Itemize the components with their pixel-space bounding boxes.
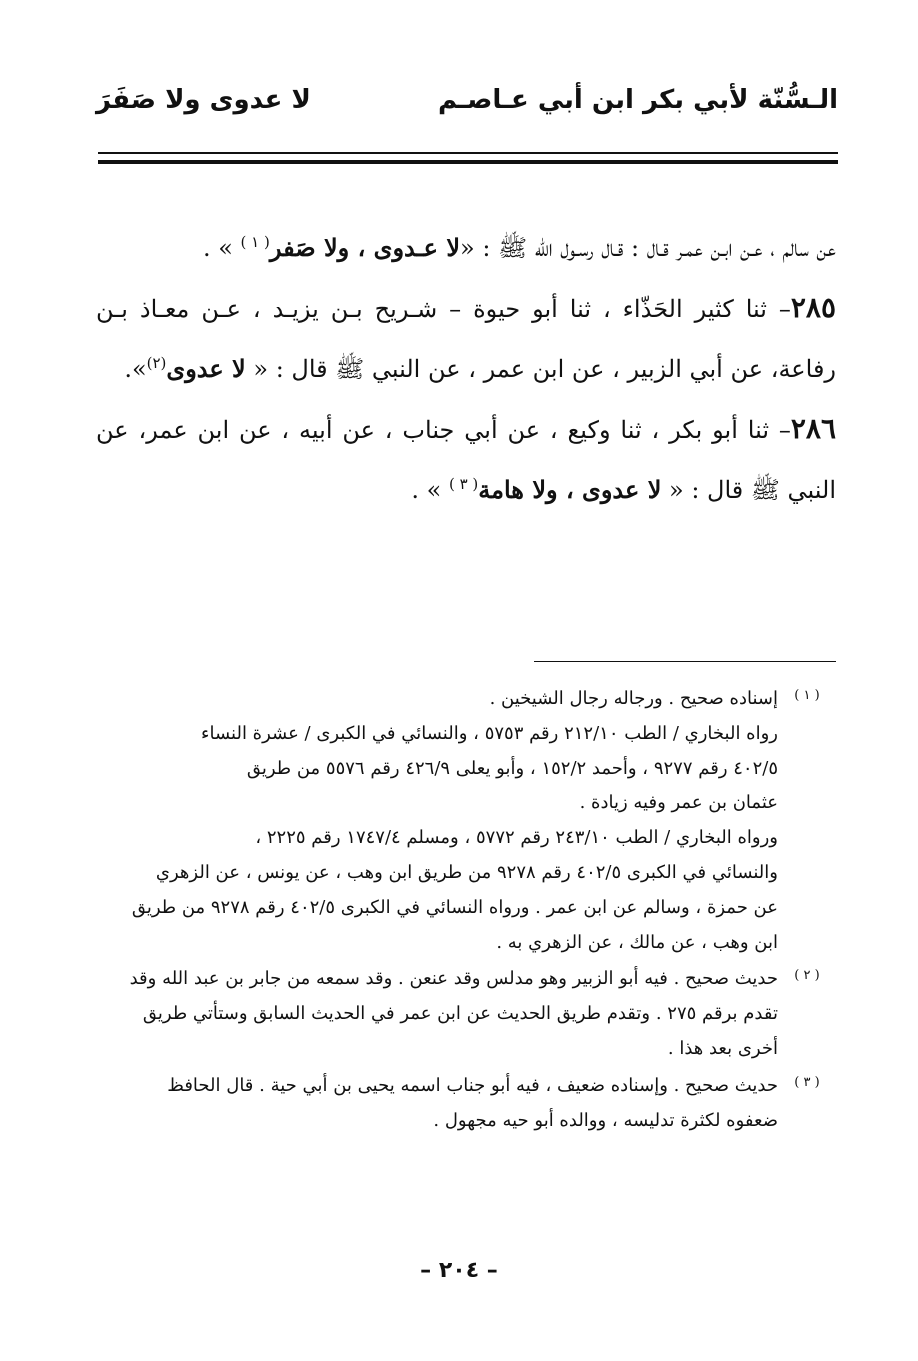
text-run: » . [411,476,449,504]
hadith-285 [96,278,836,399]
chapter-title: لا عدوى ولا صَفَرَ [96,85,311,115]
footnote-line: أخرى بعد هذا . [667,1037,778,1059]
footnote-3 [96,1069,836,1139]
hadith-number: ٢٨٥ [790,291,836,324]
hadith-quote: لا عدوى [166,354,246,383]
footnote-line: ورواه البخاري / الطب ٢٤٣/١٠ رقم ٥٧٧٢ ، ومسلم ١٧٤٧/٤ رقم ٢٢٢٥ ، [255,827,778,849]
footnote-separator [534,661,836,662]
hadith-quote: لا عدوى ، ولا هامة [478,475,662,504]
footnote-line: رواه البخاري / الطب ٢١٢/١٠ رقم ٥٧٥٣ ، والنسائي في الكبرى / عشرة النساء [201,722,778,744]
footnotes [96,682,836,1140]
footnote-1 [96,682,836,960]
footnote-ref-2: (٢) [146,354,167,372]
footnote-marker: ( ١ ) [794,688,820,703]
hadith-quote: لا عـدوى ، ولا صَفر [269,233,461,262]
footnote-line: حديث صحيح . فيه أبو الزبير وهو مدلس وقد عنعن . وقد سمعه من جابر بن عبد الله وقد [129,968,778,990]
footnote-text [96,1069,778,1139]
text-run: – ثنا أبو بكر ، ثنا وكيع ، عن أبي جناب ، عن أبيه ، عن ابن عمر، عن النبي ﷺ قال : « [96,416,836,504]
text-run: عن سالم ، عـن ابـن عمـر قـال : قـال رسـول الله ﷺ : « [460,234,836,262]
footnote-line: عن حمزة ، وسالم عن ابن عمر . ورواه النسائي في الكبرى ٤٠٢/٥ رقم ٩٢٧٨ من طريق [131,896,778,918]
text-run: – ثنا كثير الحَذّاء ، ثنا أبو حيوة – شـريح بـن يزيـد ، عـن معـاذ بـن رفاعة، عن أبي الزبير ، عن ابن عمر ، عن النبي ﷺ قال : « [96,295,836,383]
page-number: – ٢٠٤ – [420,1258,498,1283]
footnote-text [96,682,778,960]
header-rule-thick [98,160,838,164]
footnote-line: تقدم برقم ٢٧٥ . وتقدم طريق الحديث عن ابن عمر في الحديث السابق وستأتي طريق [142,1003,778,1025]
footnote-line: حديث صحيح . وإسناده ضعيف ، فيه أبو جناب اسمه يحيى بن أبي حية . قال الحافظ [167,1074,778,1096]
header-rule-thin [98,152,838,154]
footnote-line: ابن وهب ، عن مالك ، عن الزهري به . [496,931,778,953]
hadith-number: ٢٨٦ [790,412,836,445]
text-run: ». [124,355,147,383]
main-text [96,218,836,520]
footnote-ref-1: ( ١ ) [240,233,270,251]
footnote-2 [96,962,836,1066]
paragraph-continuation [96,218,836,278]
footnote-line: والنسائي في الكبرى ٤٠٢/٥ رقم ٩٢٧٨ من طريق ابن وهب ، عن يونس ، عن الزهري [155,861,778,883]
text-run: » . [202,234,241,262]
footnote-text [96,962,778,1066]
footnote-marker: ( ٢ ) [794,968,820,984]
hadith-286 [96,399,836,520]
footnote-line: عثمان بن عمر وفيه زيادة . [579,792,778,814]
footnote-line: ضعفوه لكثرة تدليسه ، ووالده أبو حيه مجهول . [433,1109,778,1131]
running-header [96,78,838,122]
footnote-marker: ( ٣ ) [794,1074,820,1090]
footnote-line: إسناده صحيح . ورجاله رجال الشيخين . [489,688,778,709]
book-title: الـسُّنّة لأبي بكر ابن أبي عـاصـم [437,85,838,115]
footnote-line: ٤٠٢/٥ رقم ٩٢٧٧ ، وأحمد ١٥٢/٢ ، وأبو يعلى ٤٢٦/٩ رقم ٥٥٧٦ من طريق [246,757,778,779]
footnote-ref-3: ( ٣ ) [448,475,479,493]
